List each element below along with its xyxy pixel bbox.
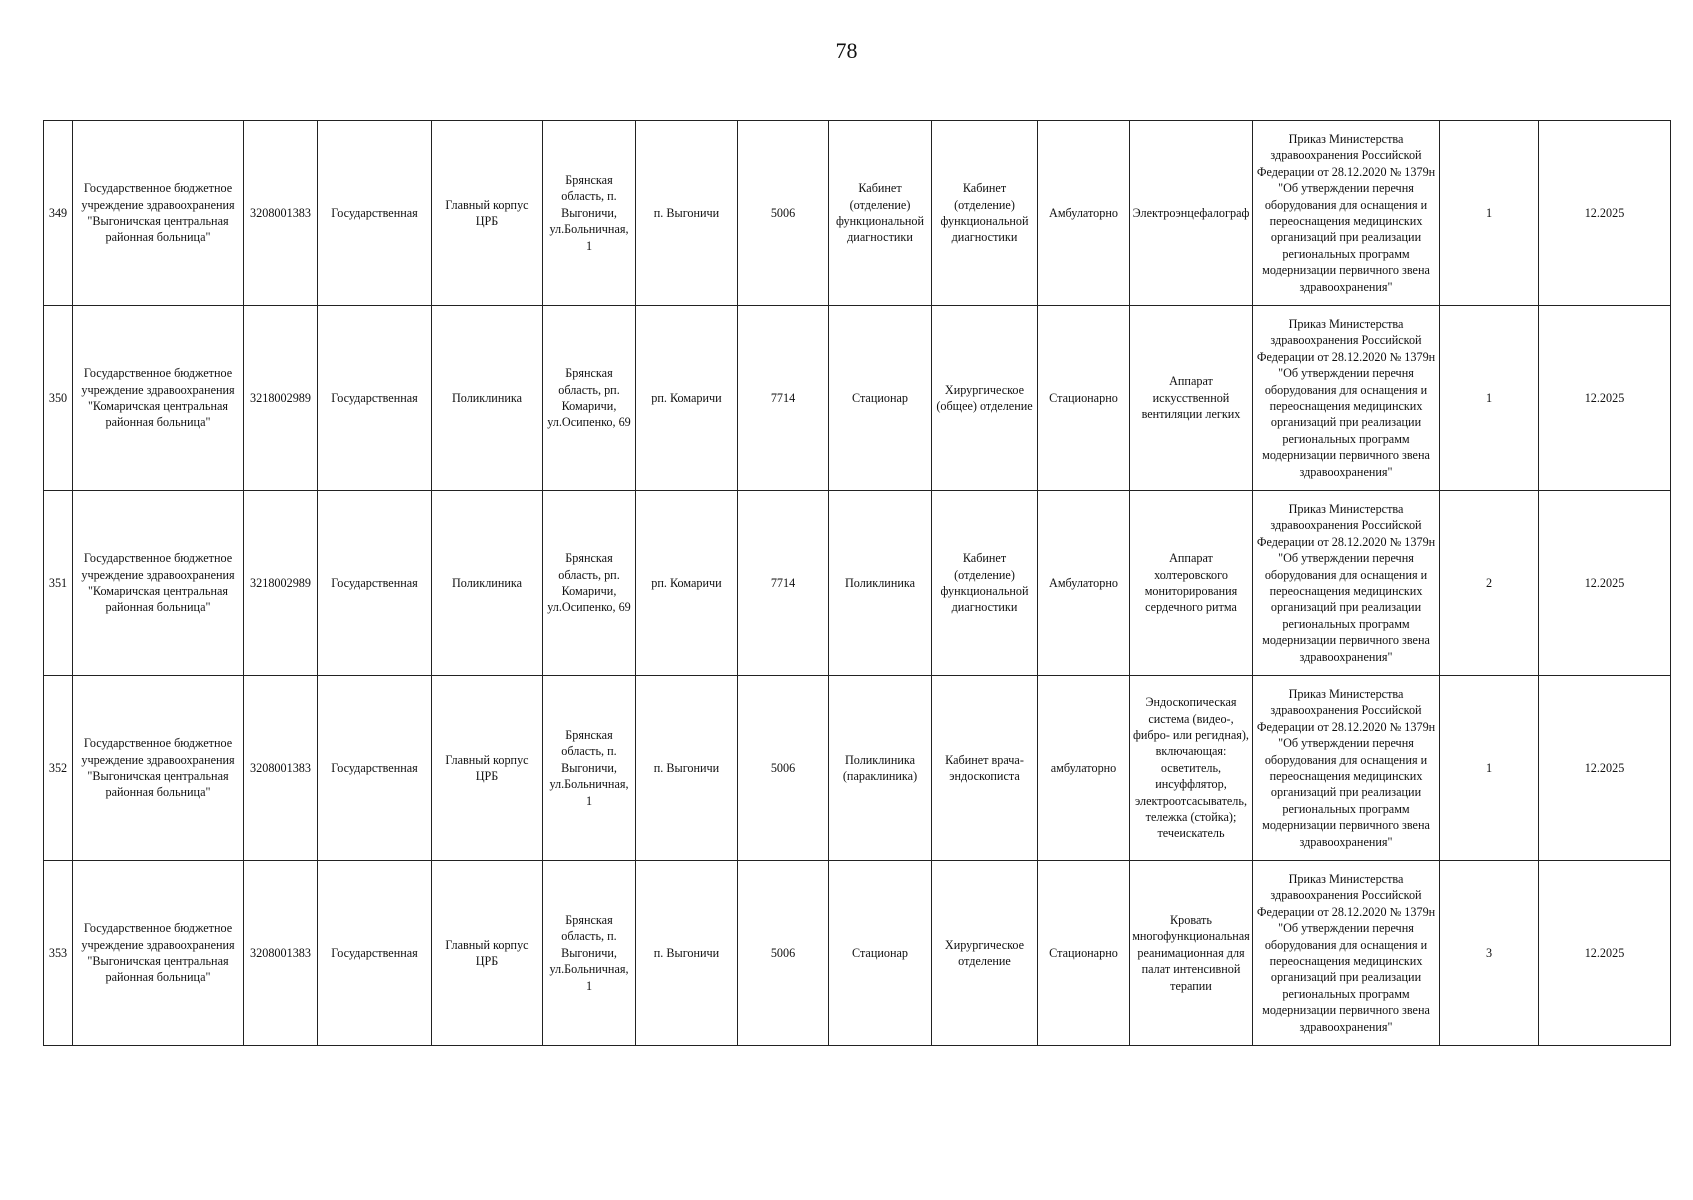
care-condition: Амбулаторно [1038,491,1130,676]
care-condition: Амбулаторно [1038,121,1130,306]
building-name: Главный корпус ЦРБ [432,861,543,1046]
ownership-form: Государственная [318,861,432,1046]
building-name: Главный корпус ЦРБ [432,676,543,861]
department: Кабинет (отделение) функциональной диагностики [932,121,1038,306]
table-row [44,306,1671,491]
inn-value: 3208001383 [244,676,318,861]
address: Брянская область, п. Выгоничи, ул.Больничная, 1 [543,676,636,861]
table-row [44,676,1671,861]
legal-basis: Приказ Министерства здравоохранения Российской Федерации от 28.12.2020 № 1379н "Об утверждении перечня оборудования для оснащения и переоснащения медицинских организаций при реализации региональных программ модернизации первичного звена здравоохранения" [1253,306,1440,491]
row-index: 349 [44,121,73,306]
deadline: 12.2025 [1539,491,1671,676]
locality: п. Выгоничи [636,121,738,306]
equipment-name: Аппарат холтеровского мониторирования сердечного ритма [1130,491,1253,676]
address: Брянская область, рп. Комаричи, ул.Осипенко, 69 [543,491,636,676]
care-condition: Стационарно [1038,861,1130,1046]
address: Брянская область, п. Выгоничи, ул.Больничная, 1 [543,861,636,1046]
building-name: Поликлиника [432,306,543,491]
equipment-name: Кровать многофункциональная реанимационная для палат интенсивной терапии [1130,861,1253,1046]
legal-basis: Приказ Министерства здравоохранения Российской Федерации от 28.12.2020 № 1379н "Об утверждении перечня оборудования для оснащения и переоснащения медицинских организаций при реализации региональных программ модернизации первичного звена здравоохранения" [1253,861,1440,1046]
department: Хирургическое отделение [932,861,1038,1046]
organization-name: Государственное бюджетное учреждение здравоохранения "Комаричская центральная районная больница" [73,491,244,676]
table-row [44,861,1671,1046]
legal-basis: Приказ Министерства здравоохранения Российской Федерации от 28.12.2020 № 1379н "Об утверждении перечня оборудования для оснащения и переоснащения медицинских организаций при реализации региональных программ модернизации первичного звена здравоохранения" [1253,121,1440,306]
address: Брянская область, рп. Комаричи, ул.Осипенко, 69 [543,306,636,491]
quantity: 1 [1440,676,1539,861]
ownership-form: Государственная [318,491,432,676]
address: Брянская область, п. Выгоничи, ул.Больничная, 1 [543,121,636,306]
unit: Поликлиника (параклиника) [829,676,932,861]
inn-value: 3218002989 [244,491,318,676]
equipment-table [43,120,1671,1046]
inn-value: 3218002989 [244,306,318,491]
organization-name: Государственное бюджетное учреждение здравоохранения "Комаричская центральная районная больница" [73,306,244,491]
inn-value: 3208001383 [244,121,318,306]
equipment-name: Эндоскопическая система (видео-, фибро- или регидная), включающая: осветитель, инсуффлятор, электроотсасыватель, тележка (стойка); течеискатель [1130,676,1253,861]
deadline: 12.2025 [1539,306,1671,491]
page-number: 78 [835,38,858,63]
organization-name: Государственное бюджетное учреждение здравоохранения "Выгоничская центральная районная больница" [73,121,244,306]
row-index: 352 [44,676,73,861]
code: 5006 [738,861,829,1046]
locality: п. Выгоничи [636,676,738,861]
department: Хирургическое (общее) отделение [932,306,1038,491]
quantity: 1 [1440,306,1539,491]
inn-value: 3208001383 [244,861,318,1046]
table-row [44,491,1671,676]
unit: Стационар [829,306,932,491]
code: 7714 [738,491,829,676]
row-index: 353 [44,861,73,1046]
locality: п. Выгоничи [636,861,738,1046]
organization-name: Государственное бюджетное учреждение здравоохранения "Выгоничская центральная районная больница" [73,676,244,861]
unit: Кабинет (отделение) функциональной диагностики [829,121,932,306]
ownership-form: Государственная [318,676,432,861]
department: Кабинет (отделение) функциональной диагностики [932,491,1038,676]
quantity: 3 [1440,861,1539,1046]
row-index: 350 [44,306,73,491]
ownership-form: Государственная [318,306,432,491]
deadline: 12.2025 [1539,861,1671,1046]
unit: Стационар [829,861,932,1046]
legal-basis: Приказ Министерства здравоохранения Российской Федерации от 28.12.2020 № 1379н "Об утверждении перечня оборудования для оснащения и переоснащения медицинских организаций при реализации региональных программ модернизации первичного звена здравоохранения" [1253,491,1440,676]
locality: рп. Комаричи [636,491,738,676]
legal-basis: Приказ Министерства здравоохранения Российской Федерации от 28.12.2020 № 1379н "Об утверждении перечня оборудования для оснащения и переоснащения медицинских организаций при реализации региональных программ модернизации первичного звена здравоохранения" [1253,676,1440,861]
department: Кабинет врача-эндоскописта [932,676,1038,861]
code: 5006 [738,676,829,861]
equipment-name: Электроэнцефалограф [1130,121,1253,306]
row-index: 351 [44,491,73,676]
code: 5006 [738,121,829,306]
organization-name: Государственное бюджетное учреждение здравоохранения "Выгоничская центральная районная больница" [73,861,244,1046]
locality: рп. Комаричи [636,306,738,491]
code: 7714 [738,306,829,491]
deadline: 12.2025 [1539,676,1671,861]
ownership-form: Государственная [318,121,432,306]
table-row [44,121,1671,306]
unit: Поликлиника [829,491,932,676]
equipment-name: Аппарат искусственной вентиляции легких [1130,306,1253,491]
care-condition: амбулаторно [1038,676,1130,861]
building-name: Главный корпус ЦРБ [432,121,543,306]
quantity: 2 [1440,491,1539,676]
building-name: Поликлиника [432,491,543,676]
deadline: 12.2025 [1539,121,1671,306]
quantity: 1 [1440,121,1539,306]
care-condition: Стационарно [1038,306,1130,491]
